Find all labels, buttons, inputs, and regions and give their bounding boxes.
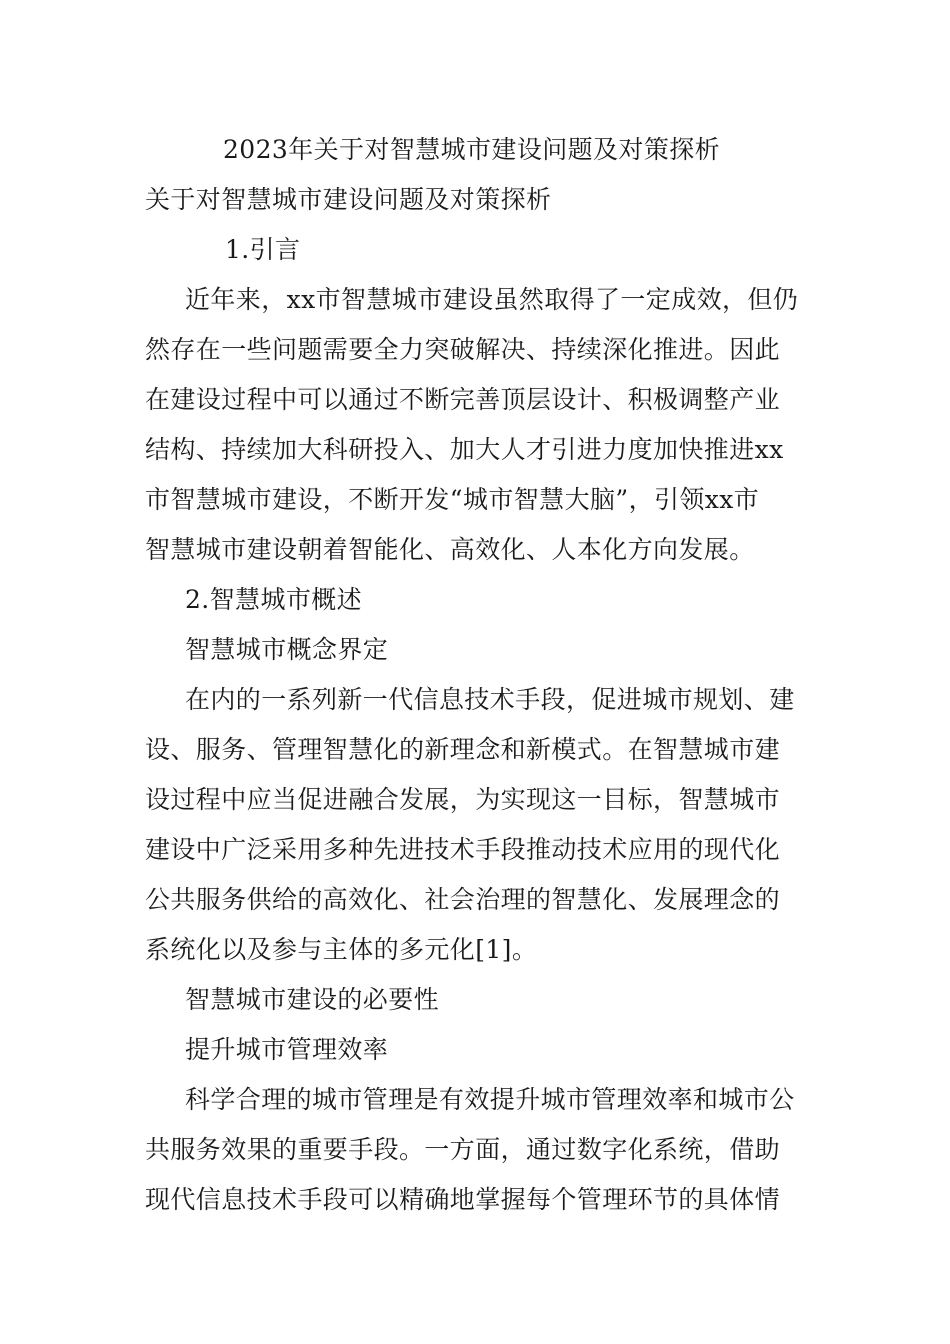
document-subtitle: 关于对智慧城市建设问题及对策探析 (145, 185, 552, 214)
paragraph-line: 共服务效果的重要手段。一方面，通过数字化系统，借助 (145, 1135, 781, 1164)
subsection-heading-necessity: 智慧城市建设的必要性 (185, 985, 440, 1014)
section-heading-introduction: 1.引言 (225, 235, 301, 264)
paragraph-line: 近年来，xx市智慧城市建设虽然取得了一定成效，但仍 (185, 285, 799, 314)
paragraph-line: 系统化以及参与主体的多元化[1]。 (145, 935, 538, 964)
subsection-heading-concept: 智慧城市概念界定 (185, 635, 389, 664)
paragraph-line: 科学合理的城市管理是有效提升城市管理效率和城市公 (185, 1085, 795, 1114)
subsection-heading-efficiency: 提升城市管理效率 (185, 1035, 389, 1064)
paragraph-line: 设过程中应当促进融合发展，为实现这一目标，智慧城市 (145, 785, 781, 814)
paragraph-line: 在建设过程中可以通过不断完善顶层设计、积极调整产业 (145, 385, 781, 414)
section-heading-overview: 2.智慧城市概述 (185, 585, 363, 614)
paragraph-line: 公共服务供给的高效化、社会治理的智慧化、发展理念的 (145, 885, 781, 914)
paragraph-line: 结构、持续加大科研投入、加大人才引进力度加快推进xx (145, 435, 784, 464)
paragraph-line: 市智慧城市建设，不断开发“城市智慧大脑”，引领xx市 (145, 485, 760, 514)
paragraph-line: 在内的一系列新一代信息技术手段，促进城市规划、建 (185, 685, 795, 714)
paragraph-line: 设、服务、管理智慧化的新理念和新模式。在智慧城市建 (145, 735, 781, 764)
paragraph-line: 然存在一些问题需要全力突破解决、持续深化推进。因此 (145, 335, 781, 364)
paragraph-line: 建设中广泛采用多种先进技术手段推动技术应用的现代化 (145, 835, 781, 864)
paragraph-line: 现代信息技术手段可以精确地掌握每个管理环节的具体情 (145, 1185, 781, 1214)
document-title: 2023年关于对智慧城市建设问题及对策探析 (223, 135, 721, 164)
paragraph-line: 智慧城市建设朝着智能化、高效化、人本化方向发展。 (145, 535, 755, 564)
